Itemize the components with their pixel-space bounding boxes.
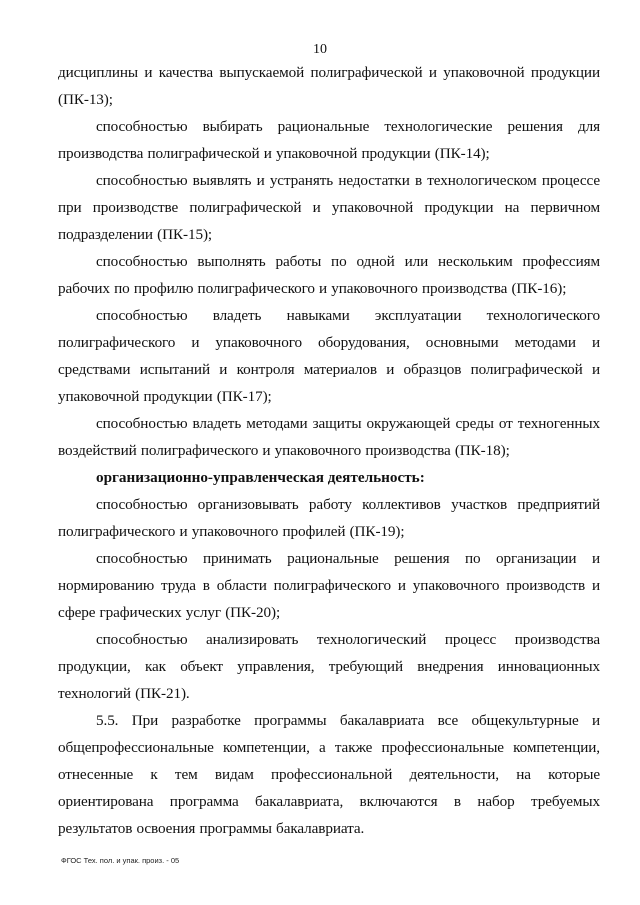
page-number: 10 [313, 42, 327, 57]
paragraph: 5.5. При разработке программы бакалавриата все общекультурные и общепрофессиональные компетенции, а также профессиональные компетенции, отнесенные к тем видам профессиональной деятельности, на которые ориентирована программа бакалавриата, включаются в набор требуемых результатов освоения программы бакалавриата. [58, 712, 600, 837]
paragraph: способностью анализировать технологический процесс производства продукции, как объект управления, требующий внедрения инновационных технологий (ПК-21). [58, 631, 600, 702]
paragraph: способностью принимать рациональные решения по организации и нормированию труда в области полиграфического и упаковочного производств и сфере графических услуг (ПК-20); [58, 550, 600, 621]
paragraph: способностью владеть навыками эксплуатации технологического полиграфического и упаковочного оборудования, основными методами и средствами испытаний и контроля материалов и образцов полиграфической и упаковочной продукции (ПК-17); [58, 307, 600, 405]
paragraph: способностью выявлять и устранять недостатки в технологическом процессе при производстве полиграфической и упаковочной продукции на первичном подразделении (ПК-15); [58, 172, 600, 243]
paragraph: способностью выбирать рациональные технологические решения для производства полиграфической и упаковочной продукции (ПК-14); [58, 118, 600, 162]
paragraph: способностью выполнять работы по одной или нескольким профессиям рабочих по профилю полиграфического и упаковочного производства (ПК-16); [58, 253, 600, 297]
section-heading: организационно-управленческая деятельность: [96, 469, 425, 486]
paragraph: способностью организовывать работу коллективов участков предприятий полиграфического и упаковочного профилей (ПК-19); [58, 496, 600, 540]
document-body [58, 59, 600, 842]
paragraph: дисциплины и качества выпускаемой полиграфической и упаковочной продукции (ПК-13); [58, 64, 600, 108]
page-footer: ФГОС Тех. пол. и упак. произ. - 05 [61, 856, 180, 865]
paragraph: способностью владеть методами защиты окружающей среды от техногенных воздействий полиграфического и упаковочного производства (ПК-18); [58, 415, 600, 459]
